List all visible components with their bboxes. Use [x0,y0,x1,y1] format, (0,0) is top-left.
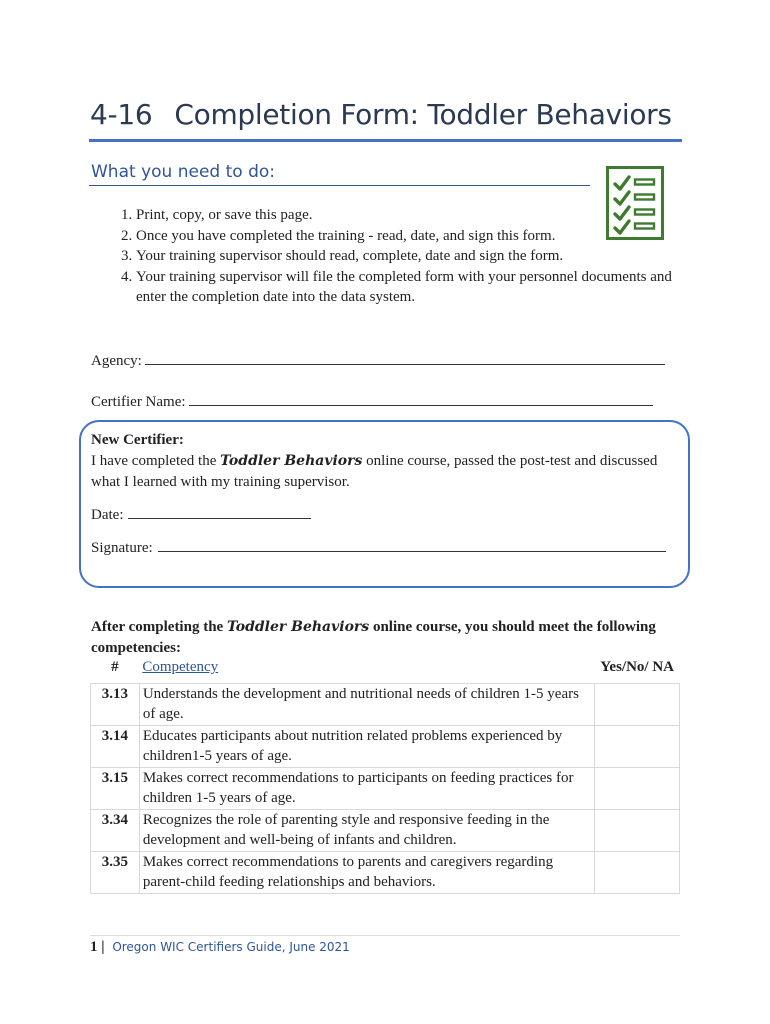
competency-number: 3.14 [91,725,140,767]
yes-no-na-cell[interactable] [595,767,680,809]
page-title [90,98,682,131]
competency-number: 3.15 [91,767,140,809]
certifier-name-blank[interactable] [189,391,653,406]
signature-blank[interactable] [158,537,666,552]
intro-text: After completing the [91,619,224,635]
section-number: 4-16 [90,98,153,131]
competencies-intro [91,617,681,659]
signature-field [91,537,681,559]
step-item: 1. Print, copy, or save this page. [136,205,696,226]
date-field [91,504,681,526]
competency-text: Recognizes the role of parenting style and responsive feeding in the development and well-being of infants and children. [139,809,594,851]
certifier-name-label: Certifier Name: [91,394,186,410]
competency-text: Educates participants about nutrition related problems experienced by children1-5 years of age. [139,725,594,767]
table-header [91,657,680,683]
new-certifier-heading: New Certifier: [91,432,184,448]
new-certifier-statement [91,451,681,493]
competency-text: Makes correct recommendations to parents and caregivers regarding parent-child feeding relationships and behaviors. [139,851,594,893]
title-divider [89,139,682,142]
agency-label: Agency: [91,353,142,369]
date-blank[interactable] [128,504,311,519]
footer-divider [90,935,680,936]
yes-no-na-cell[interactable] [595,683,680,725]
competency-number: 3.13 [91,683,140,725]
table-row [91,809,680,851]
competency-text: Makes correct recommendations to participants on feeding practices for children 1-5 years of age. [139,767,594,809]
competency-link[interactable]: Competency [142,659,219,675]
competency-number: 3.34 [91,809,140,851]
table-row [91,767,680,809]
instruction-steps [91,205,696,308]
section-title: Completion Form: Toddler Behaviors [174,98,672,131]
column-header-yes-no-na: Yes/No/ NA [600,659,675,675]
signature-label: Signature: [91,540,153,556]
yes-no-na-cell[interactable] [595,725,680,767]
statement-text: online course, passed the post-test and discussed what I learned with my training supervisor. [91,453,658,490]
competency-text: Understands the development and nutritional needs of children 1-5 years of age. [139,683,594,725]
date-label: Date: [91,507,124,523]
instructions-divider [89,185,590,186]
competency-table [90,657,680,894]
certifier-name-field [91,391,653,411]
column-header-number: # [111,659,119,675]
page-number: 1 [90,939,98,955]
step-item: 3. Your training supervisor should read, complete, date and sign the form. [136,246,696,267]
instructions-heading: What you need to do: [91,162,275,182]
step-item: 4. Your training supervisor will file the completed form with your personnel documents and enter the completion date into the data system. [136,267,696,308]
new-certifier-content [91,430,681,559]
intro-text: online course, you should meet the following competencies: [91,619,656,656]
course-name: Toddler Behaviors [220,453,363,469]
page-footer [90,939,350,956]
table-row [91,725,680,767]
statement-text: I have completed the [91,453,217,469]
table-row [91,683,680,725]
step-item: 2. Once you have completed the training - read, date, and sign this form. [136,226,576,247]
yes-no-na-cell[interactable] [595,809,680,851]
yes-no-na-cell[interactable] [595,851,680,893]
course-name: Toddler Behaviors [226,619,370,635]
guide-title: Oregon WIC Certifiers Guide, June 2021 [112,940,350,954]
footer-separator: | [101,939,105,955]
agency-blank[interactable] [145,350,665,365]
agency-field [91,350,665,370]
competency-number: 3.35 [91,851,140,893]
table-row [91,851,680,893]
